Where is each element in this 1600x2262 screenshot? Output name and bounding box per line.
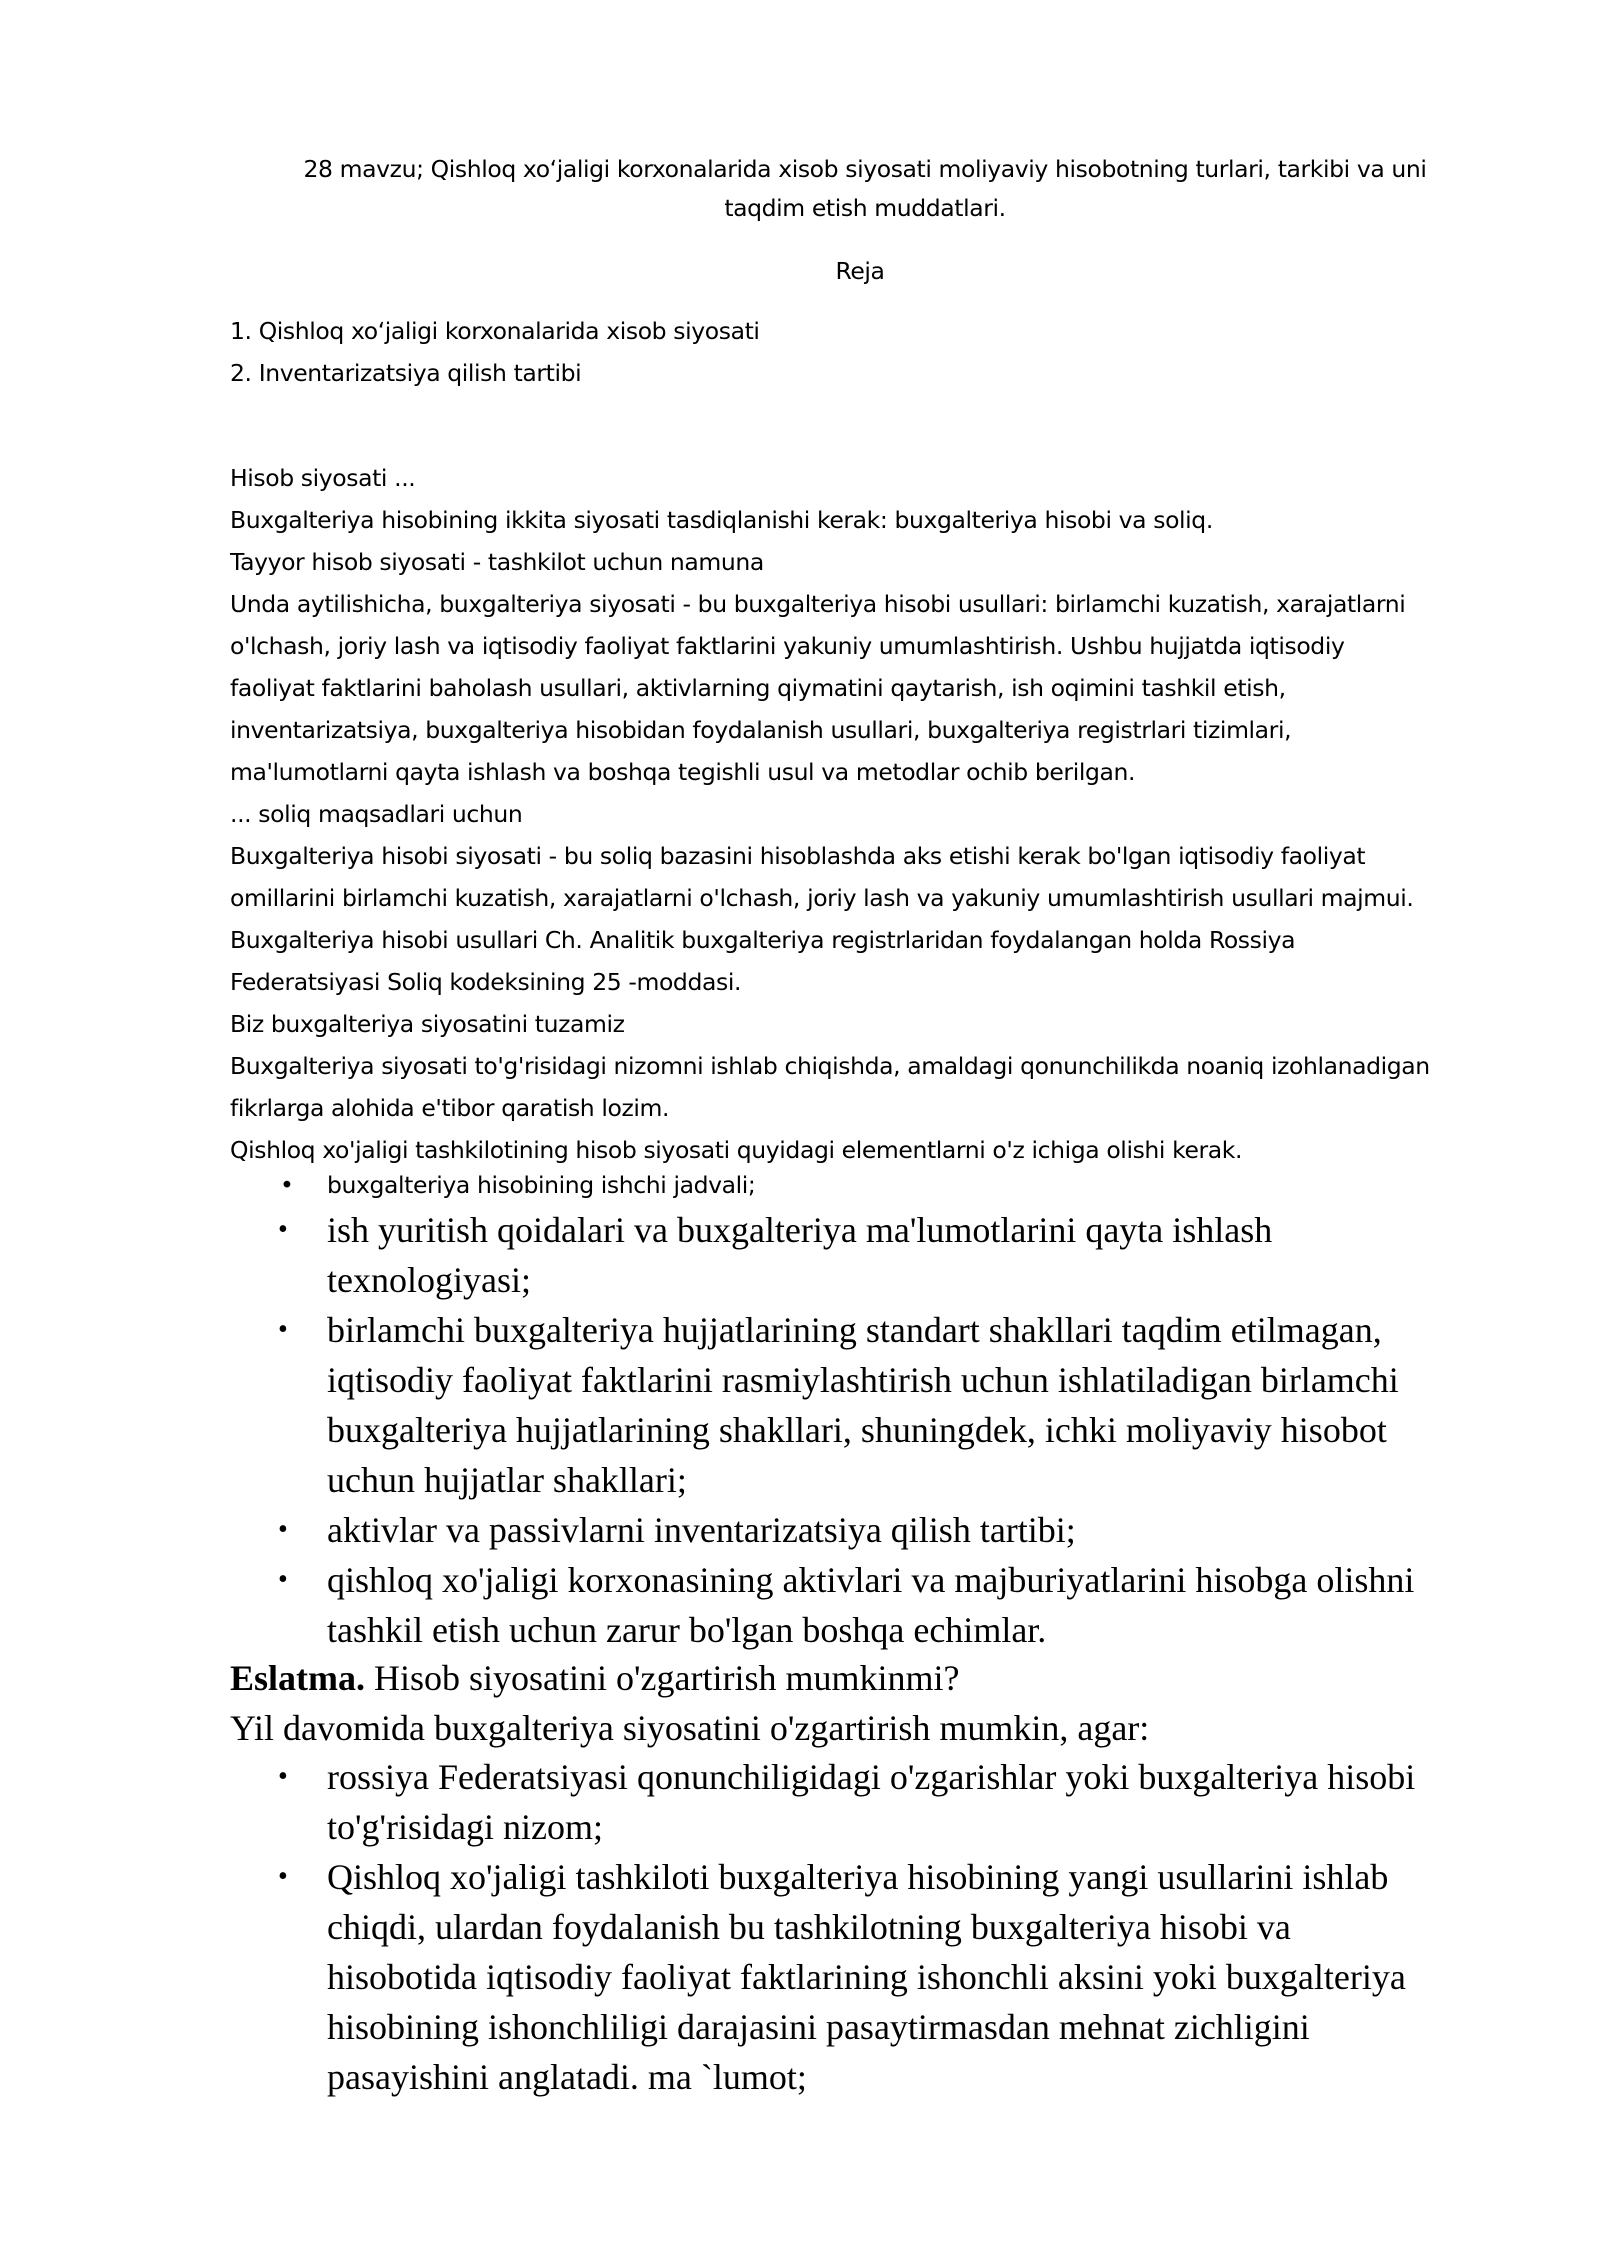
list-item <box>230 1555 1550 1655</box>
list-item <box>230 1752 1550 1852</box>
bullet-list-serif-2 <box>230 1752 1550 2102</box>
body-line: inventarizatsiya, buxgalteriya hisobidan foydalanish usullari, buxgalteriya registrlari tizimlari, <box>230 716 1292 744</box>
note-text: Hisob siyosatini o'zgartirish mumkinmi? <box>365 1658 960 1698</box>
body-line: Buxgalteriya hisobining ikkita siyosati tasdiqlanishi kerak: buxgalteriya hisobi va soliq. <box>230 506 1213 534</box>
list-item-line: to'g'risidagi nizom; <box>327 1807 603 1847</box>
note-line-2: Yil davomida buxgalteriya siyosatini o'zgartirish mumkin, agar: <box>230 1708 1150 1748</box>
document-title <box>230 150 1500 228</box>
list-item <box>230 1205 1550 1305</box>
body-line: ... soliq maqsadlari uchun <box>230 800 523 828</box>
body-line: Unda aytilishicha, buxgalteriya siyosati - bu buxgalteriya hisobi usullari: birlamchi kuzatish, xarajatlarni <box>230 590 1406 618</box>
note-block <box>230 1653 1550 1753</box>
plan-list <box>230 310 760 394</box>
body-line: o'lchash, joriy lash va iqtisodiy faoliyat faktlarini yakuniy umumlashtirish. Ushbu hujjatda iqtisodiy <box>230 632 1345 660</box>
body-line: Hisob siyosati ... <box>230 464 416 492</box>
body-line: Tayyor hisob siyosati - tashkilot uchun namuna <box>230 548 764 576</box>
note-question <box>230 1653 1550 1703</box>
body-line: omillarini birlamchi kuzatish, xarajatlarni o'lchash, joriy lash va yakuniy umumlashtirish usullari majmui. <box>230 884 1414 912</box>
body-line: Buxgalteriya hisobi usullari Ch. Analitik buxgalteriya registrlaridan foydalangan holda Rossiya <box>230 926 1296 954</box>
body-line: Biz buxgalteriya siyosatini tuzamiz <box>230 1010 625 1038</box>
list-item <box>230 1852 1550 2102</box>
list-item-line: ish yuritish qoidalari va buxgalteriya ma'lumotlarini qayta ishlash <box>327 1210 1273 1250</box>
list-item-line: Qishloq xo'jaligi tashkiloti buxgalteriya hisobining yangi usullarini ishlab <box>327 1857 1389 1897</box>
body-line: Buxgalteriya hisobi siyosati - bu soliq bazasini hisoblashda aks etishi kerak bo'lgan iqtisodiy faoliyat <box>230 842 1366 870</box>
body-line: Buxgalteriya siyosati to'g'risidagi nizomni ishlab chiqishda, amaldagi qonunchilikda noaniq izohlanadigan <box>230 1052 1430 1080</box>
list-item-line: chiqdi, ulardan foydalanish bu tashkilotning buxgalteriya hisobi va <box>327 1907 1291 1947</box>
body-text <box>230 457 1550 1171</box>
list-item-line: hisobotida iqtisodiy faoliyat faktlarining ishonchli aksini yoki buxgalteriya <box>327 1957 1406 1997</box>
list-item-line: buxgalteriya hujjatlarining shakllari, shuningdek, ichki moliyaviy hisobot <box>327 1410 1387 1450</box>
body-line: faoliyat faktlarini baholash usullari, aktivlarning qiymatini qaytarish, ish oqimini tashkil etish, <box>230 674 1286 702</box>
list-item-line: aktivlar va passivlarni inventarizatsiya qilish tartibi; <box>327 1510 1076 1550</box>
body-line: ma'lumotlarni qayta ishlash va boshqa tegishli usul va metodlar ochib berilgan. <box>230 758 1136 786</box>
bullet-icon: • <box>278 1214 288 1245</box>
body-line: Federatsiyasi Soliq kodeksining 25 -moddasi. <box>230 968 742 996</box>
list-item-line: birlamchi buxgalteriya hujjatlarining standart shakllari taqdim etilmagan, <box>327 1310 1382 1350</box>
list-item-line: tashkil etish uchun zarur bo'lgan boshqa echimlar. <box>327 1610 1047 1650</box>
plan-item-1: 1. Qishloq xoʻjaligi korxonalarida xisob siyosati <box>230 317 760 345</box>
list-item-line: qishloq xo'jaligi korxonasining aktivlari va majburiyatlarini hisobga olishni <box>327 1560 1415 1600</box>
plan-heading: Reja <box>835 257 885 285</box>
body-line: Qishloq xo'jaligi tashkilotining hisob siyosati quyidagi elementlarni o'z ichiga olishi kerak. <box>230 1136 1243 1164</box>
list-item-line: rossiya Federatsiyasi qonunchiligidagi o'zgarishlar yoki buxgalteriya hisobi <box>327 1757 1416 1797</box>
list-item-line: pasayishini anglatadi. ma `lumot; <box>327 2057 807 2097</box>
title-line-1: 28 mavzu; Qishloq xoʻjaligi korxonalarida xisob siyosati moliyaviy hisobotning turlari, tarkibi va uni <box>303 155 1427 183</box>
bullet-icon: • <box>278 1761 288 1792</box>
list-item <box>230 1305 1550 1505</box>
list-item-line: iqtisodiy faoliyat faktlarini rasmiylashtirish uchun ishlatiladigan birlamchi <box>327 1360 1399 1400</box>
bullet-list-serif <box>230 1205 1550 1655</box>
bullet-icon: • <box>280 1171 294 1199</box>
bullet-list-small <box>230 1164 1550 1206</box>
body-line: fikrlarga alohida e'tibor qaratish lozim. <box>230 1094 670 1122</box>
list-item <box>230 1164 1550 1206</box>
list-item-line: uchun hujjatlar shakllari; <box>327 1460 687 1500</box>
bullet-icon: • <box>278 1314 288 1345</box>
list-item-line: texnologiyasi; <box>327 1260 531 1300</box>
list-item <box>230 1505 1550 1555</box>
bullet-icon: • <box>278 1564 288 1595</box>
list-item-line: hisobining ishonchliligi darajasini pasaytirmasdan mehnat zichligini <box>327 2007 1310 2047</box>
note-label: Eslatma. <box>230 1658 365 1698</box>
list-item-text: buxgalteriya hisobining ishchi jadvali; <box>327 1171 756 1199</box>
bullet-icon: • <box>278 1514 288 1545</box>
bullet-icon: • <box>278 1861 288 1892</box>
plan-item-2: 2. Inventarizatsiya qilish tartibi <box>230 359 582 387</box>
title-line-2: taqdim etish muddatlari. <box>724 194 1006 222</box>
